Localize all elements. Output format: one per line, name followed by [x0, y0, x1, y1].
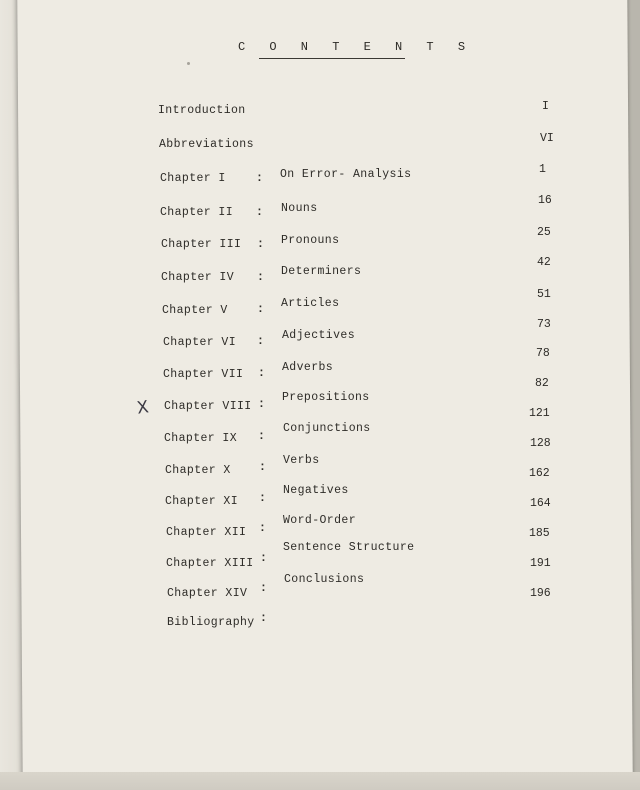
- bibliography-colon: :: [260, 612, 267, 625]
- chapter-label: Chapter I: [160, 172, 226, 185]
- toc-entry-chapter-4: [161, 271, 234, 284]
- chapter-colon: :: [260, 582, 267, 595]
- toc-entry-chapter-5: [162, 304, 228, 317]
- toc-entry-chapter-13: [166, 557, 254, 570]
- chapter-title: Adjectives: [282, 329, 356, 342]
- toc-page-chapter-6: 73: [537, 318, 551, 331]
- chapter-colon: :: [257, 335, 264, 348]
- toc-entry-label: Abbreviations: [159, 138, 254, 151]
- toc-page-chapter-5: 51: [537, 288, 551, 301]
- chapter-colon: :: [258, 430, 265, 443]
- chapter-colon: :: [257, 303, 264, 316]
- chapter-label: Chapter V: [162, 304, 228, 317]
- chapter-title: Conjunctions: [283, 422, 371, 435]
- chapter-label: Chapter XI: [165, 495, 239, 508]
- toc-entry-abbreviations: [159, 138, 254, 151]
- toc-entry-chapter-3: [161, 238, 241, 251]
- toc-page-chapter-14: 191: [530, 557, 551, 570]
- toc-entry-label: Bibliography: [167, 616, 255, 629]
- chapter-title: Word-Order: [283, 514, 357, 527]
- chapter-colon: :: [256, 206, 263, 219]
- chapter-title: Verbs: [283, 454, 320, 467]
- toc-entry-chapter-10: [165, 464, 231, 477]
- toc-entry-introduction: [158, 104, 246, 117]
- chapter-colon: :: [260, 552, 267, 565]
- chapter-colon: :: [258, 398, 265, 411]
- toc-entry-chapter-11: [165, 495, 238, 508]
- toc-page-chapter-10: 128: [530, 437, 551, 450]
- toc-entry-chapter-6: [163, 336, 236, 349]
- chapter-colon: :: [259, 461, 266, 474]
- page-bottom-edge: [0, 772, 640, 790]
- toc-entry-chapter-9: [164, 432, 237, 445]
- toc-page-chapter-4: 42: [537, 256, 551, 269]
- chapter-colon: :: [259, 522, 266, 535]
- toc-entry-chapter-7: [163, 368, 243, 381]
- toc-entry-label: Introduction: [158, 104, 246, 117]
- chapter-label: Chapter XII: [166, 526, 247, 539]
- toc-page-abbreviations: VI: [540, 132, 554, 145]
- toc-page-bibliography: 196: [530, 587, 551, 600]
- faint-ink-dot: [187, 62, 190, 65]
- chapter-label: Chapter X: [165, 464, 231, 477]
- toc-page-chapter-3: 25: [537, 226, 551, 239]
- toc-entry-chapter-14: [167, 587, 247, 600]
- toc-page-chapter-1: 1: [539, 163, 546, 176]
- chapter-colon: :: [259, 492, 266, 505]
- chapter-title: Pronouns: [281, 234, 340, 247]
- chapter-label: Chapter XIII: [166, 557, 254, 570]
- chapter-title: Nouns: [281, 202, 318, 215]
- chapter-title: Adverbs: [282, 361, 334, 374]
- chapter-label: Chapter VII: [163, 368, 244, 381]
- chapter-colon: :: [256, 172, 263, 185]
- toc-page-chapter-9: 121: [529, 407, 550, 420]
- chapter-label: Chapter VI: [163, 336, 237, 349]
- chapter-label: Chapter XIV: [167, 587, 248, 600]
- toc-page-chapter-8: 82: [535, 377, 549, 390]
- toc-page-chapter-12: 164: [530, 497, 551, 510]
- chapter-label: Chapter II: [160, 206, 234, 219]
- contents-heading: C O N T E N T S: [238, 40, 474, 54]
- chapter-label: Chapter VIII: [164, 400, 252, 413]
- toc-entry-chapter-1: [160, 172, 226, 185]
- chapter-colon: :: [257, 238, 264, 251]
- chapter-label: Chapter IX: [164, 432, 238, 445]
- toc-page-introduction: I: [542, 100, 549, 113]
- toc-page-chapter-13: 185: [529, 527, 550, 540]
- toc-entry-chapter-12: [166, 526, 246, 539]
- toc-entry-chapter-8: [164, 400, 252, 413]
- chapter-label: Chapter III: [161, 238, 242, 251]
- chapter-title: Prepositions: [282, 391, 370, 404]
- chapter-title: Negatives: [283, 484, 349, 497]
- chapter-label: Chapter IV: [161, 271, 235, 284]
- toc-page-chapter-7: 78: [536, 347, 550, 360]
- chapter-title: Conclusions: [284, 573, 365, 586]
- chapter-title: Determiners: [281, 265, 362, 278]
- chapter-title: Articles: [281, 297, 340, 310]
- heading-underline: [259, 58, 405, 59]
- toc-entry-chapter-2: [160, 206, 233, 219]
- chapter-title: Sentence Structure: [283, 541, 415, 554]
- chapter-colon: :: [258, 367, 265, 380]
- toc-page-chapter-2: 16: [538, 194, 552, 207]
- chapter-title: On Error- Analysis: [280, 168, 412, 181]
- chapter-colon: :: [257, 271, 264, 284]
- handwritten-x-mark: X: [135, 397, 150, 419]
- toc-page-chapter-11: 162: [529, 467, 550, 480]
- toc-entry-bibliography: [167, 616, 255, 629]
